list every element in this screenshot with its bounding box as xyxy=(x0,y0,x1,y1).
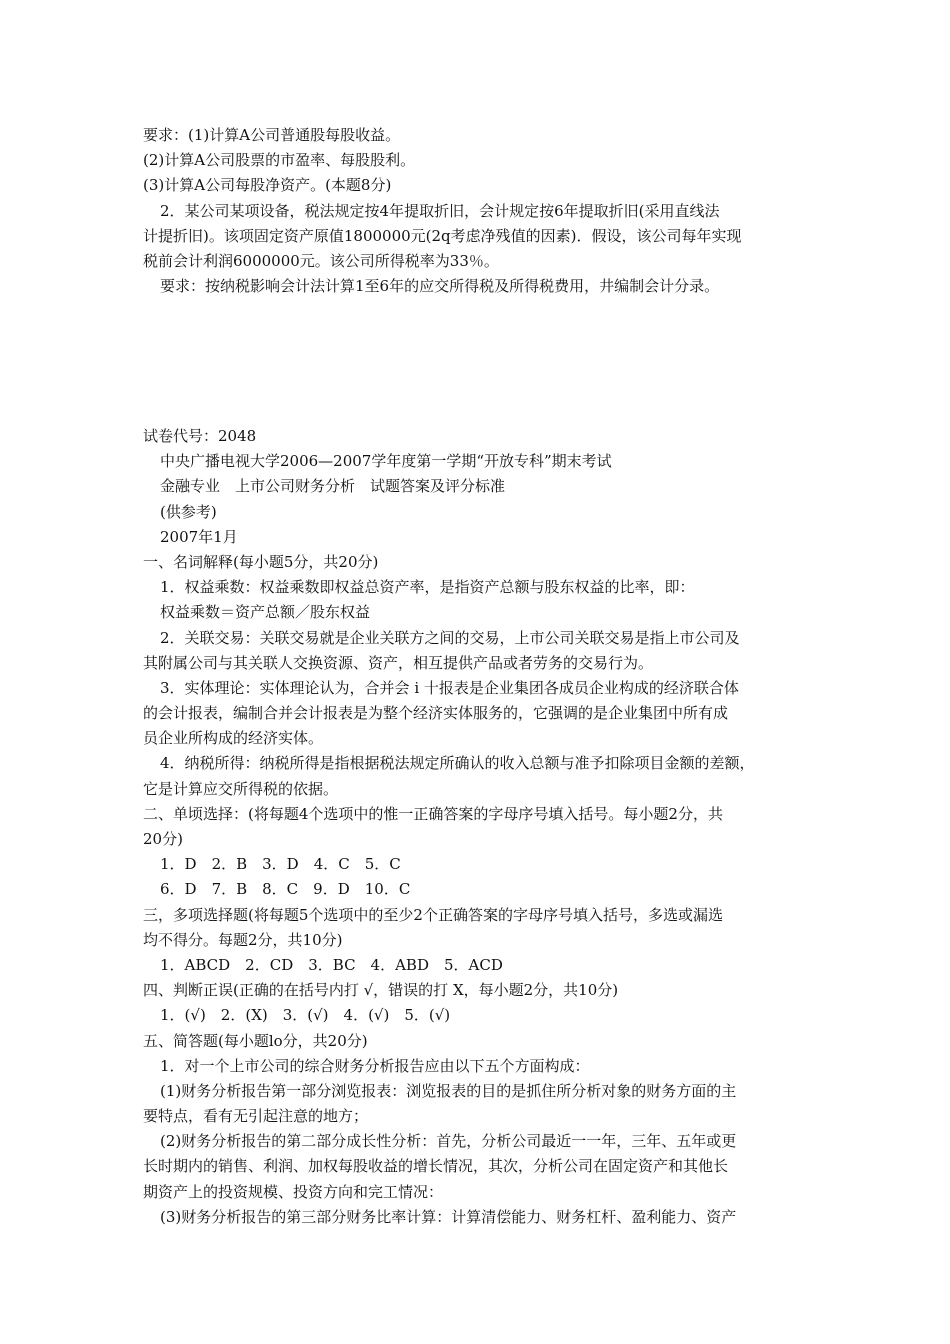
answer-text-line: 的会计报表，编制合并会计报表是为整个经济实体服务的，它强调的是企业集团中所有成 xyxy=(143,704,729,723)
question-text-line: 计提折旧)。该项固定资产原值1800000元(2q考虑净残值的因素)．假设，该公司每年实现 xyxy=(143,226,742,245)
answer-text-line: 1．权益乘数：权益乘数即权益总资产率，是指资产总额与股东权益的比率，即： xyxy=(160,578,695,597)
answer-key-block xyxy=(143,424,823,1230)
answer-text-line: 6．D 7．B 8．C 9．D 10．C xyxy=(160,880,411,899)
answer-text-line: 期资产上的投资规模、投资方向和完工情况： xyxy=(143,1182,444,1201)
answer-text-line: 中央广播电视大学2006—2007学年度第一学期“开放专科”期末考试 xyxy=(160,452,612,471)
question-text-line: 要求：(1)计算A公司普通股每股收益。 xyxy=(143,126,401,144)
answer-text-line: 要特点，看有无引起注意的地方； xyxy=(143,1107,369,1126)
answer-text-line: (供参考) xyxy=(160,502,217,521)
answer-text-line: 长时期内的销售、利润、加权每股收益的增长情况，其次，分析公司在固定资产和其他长 xyxy=(143,1157,729,1176)
exam-questions-block xyxy=(143,123,823,299)
answer-text-line: 它是计算应交所得税的依据。 xyxy=(143,779,339,798)
answer-text-line: 3．实体理论：实体理论认为，合并会 i 十报表是企业集团各成员企业构成的经济联合体 xyxy=(160,678,739,697)
question-text-line: 2．某公司某项设备，税法规定按4年提取折旧，会计规定按6年提取折旧(采用直线法 xyxy=(160,201,720,220)
answer-text-line: 均不得分。每题2分，共10分) xyxy=(143,930,343,949)
answer-text-line: 4．纳税所得：纳税所得是指根据税法规定所确认的收入总额与准予扣除项目金额的差额， xyxy=(160,754,755,773)
answer-text-line: 1．ABCD 2．CD 3．BC 4．ABD 5．ACD xyxy=(160,955,503,974)
answer-text-line: 其附属公司与其关联人交换资源、资产，相互提供产品或者劳务的交易行为。 xyxy=(143,653,654,672)
answer-text-line: (2)财务分析报告的第二部分成长性分析：首先，分析公司最近一一年，三年、五年或更 xyxy=(160,1132,737,1151)
answer-text-line: 二、单顷选择：(将每题4个选项中的惟一正确答案的字母序号填入括号。每小题2分，共 xyxy=(143,804,723,823)
answer-text-line: 1．D 2．B 3．D 4．C 5．C xyxy=(160,855,401,874)
answer-text-line: 1．(√) 2．(X) 3．(√) 4．(√) 5．(√) xyxy=(160,1006,451,1025)
question-text-line: 要求：按纳税影响会计法计算1至6年的应交所得税及所得税费用，井编制会计分录。 xyxy=(160,277,720,296)
question-text-line: 税前会计利润6000000元。该公司所得税率为33％。 xyxy=(143,251,499,270)
question-text-line: (3)计算A公司每股净资产。(本题8分) xyxy=(143,176,392,195)
answer-text-line: (1)财务分析报告第一部分浏览报表：浏览报表的目的是抓住所分析对象的财务方面的主 xyxy=(160,1081,737,1100)
answer-text-line: (3)财务分析报告的第三部分财务比率计算：计算清偿能力、财务杠杆、盈利能力、资产 xyxy=(160,1207,737,1226)
answer-text-line: 员企业所构成的经济实体。 xyxy=(143,729,324,748)
document-page xyxy=(143,0,823,1344)
answer-text-line: 五、简答题(每小题lo分，共20分) xyxy=(143,1031,368,1050)
answer-text-line: 试卷代号：2048 xyxy=(143,427,257,445)
question-text-line: (2)计算A公司股票的市盈率、每股股利。 xyxy=(143,151,416,170)
answer-text-line: 2007年1月 xyxy=(160,527,238,546)
answer-text-line: 一、名词解释(每小题5分，共20分) xyxy=(143,552,379,571)
answer-text-line: 权益乘数＝资产总额／股东权益 xyxy=(160,603,371,622)
answer-text-line: 四、判断正误(正确的在括号内打 √，错误的打 X，每小题2分，共10分) xyxy=(143,981,619,1000)
answer-text-line: 2．关联交易：关联交易就是企业关联方之间的交易，上市公司关联交易是指上市公司及 xyxy=(160,628,740,647)
answer-text-line: 金融专业 上市公司财务分析 试题答案及评分标准 xyxy=(160,477,506,496)
answer-text-line: 三，多项选择题(将每题5个选项中的至少2个正确答案的字母序号填入括号，多选或漏选 xyxy=(143,905,723,924)
answer-text-line: 1．对一个上市公司的综合财务分析报告应由以下五个方面构成： xyxy=(160,1056,590,1075)
answer-text-line: 20分) xyxy=(143,830,183,848)
